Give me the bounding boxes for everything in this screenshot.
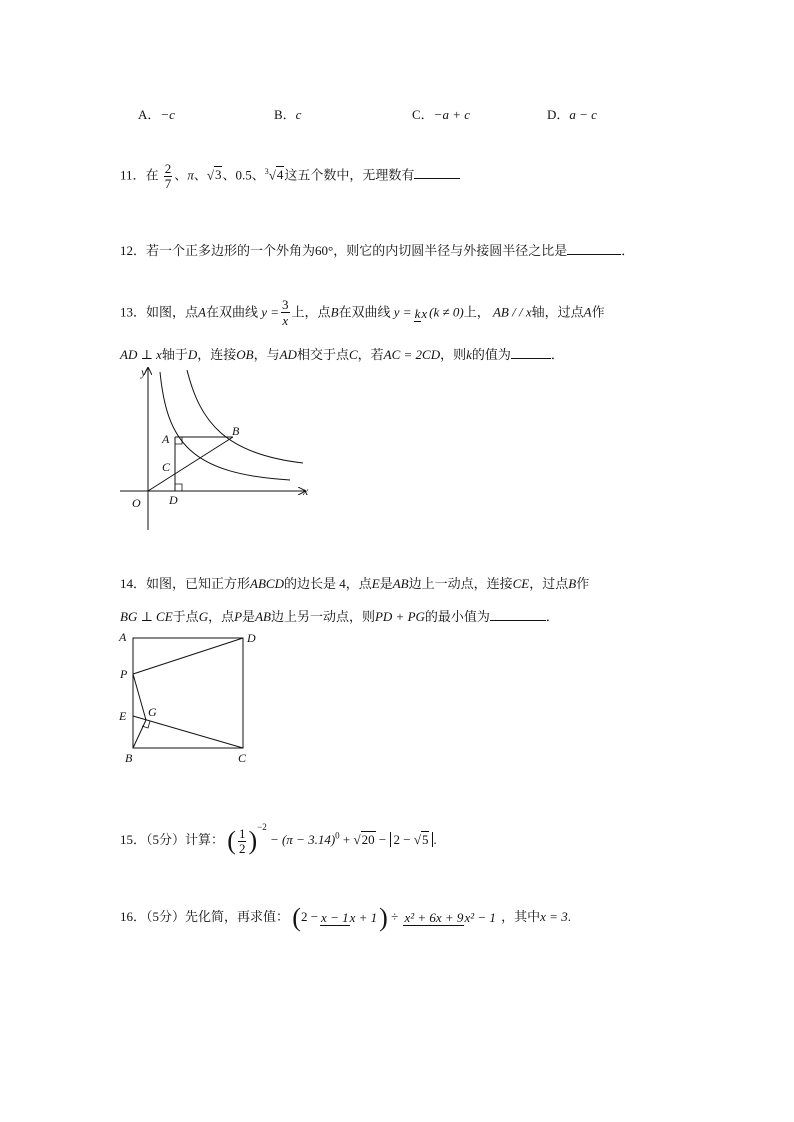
- q14-figure: [115, 628, 260, 768]
- label-c: C: [162, 460, 171, 474]
- segment-bg: [133, 720, 146, 748]
- segment-pd: [133, 638, 243, 674]
- curve-y-3-over-x: [160, 372, 290, 480]
- segment-pg: [133, 674, 146, 720]
- label-g: G: [148, 705, 157, 719]
- answer-blank-14[interactable]: [490, 620, 546, 621]
- question-14: 14．如图，已知正方形ABCD的边长是 4，点E是AB边上一动点，连接CE，过点B作: [120, 576, 590, 591]
- label-o: O: [132, 496, 141, 510]
- label-a: A: [162, 432, 170, 446]
- right-angle-mark-d: [175, 484, 182, 491]
- q10-option-d: D．a − c: [547, 107, 597, 122]
- question-11: 11．在 $\frac{2}{7}$ 、π、√3、0.5、$^3$√4这五个数中，无理数有: [120, 162, 460, 191]
- label-b: B: [125, 751, 133, 765]
- label-c: C: [238, 751, 247, 765]
- question-16: 16．（5分）先化简，再求值： (2 − x − 1x + 1) ÷ x² + 6x + 9x² − 1 ，其中x = 3.: [120, 903, 571, 932]
- q10-option-a: A．−c: [138, 107, 175, 122]
- answer-blank-13[interactable]: [511, 358, 551, 359]
- segment-ob: [148, 437, 233, 491]
- segment-ce: [133, 716, 243, 748]
- fraction-2-7: $\frac{2}{7}$: [164, 161, 172, 191]
- question-13: 13．如图，点A在双曲线 y = $\frac{3}{x}$ 上，点B在双曲线 y = kx (k ≠ 0)上， AB / / x轴，过点A作: [120, 297, 605, 328]
- label-x: x: [303, 484, 309, 498]
- q10-option-b: B．c: [274, 107, 302, 122]
- answer-blank-12[interactable]: [567, 254, 621, 255]
- q13-figure: [115, 362, 315, 532]
- label-a: A: [119, 630, 127, 644]
- label-b: B: [232, 424, 240, 438]
- answer-blank-11[interactable]: [414, 178, 460, 179]
- question-14-line-2: BG ⊥ CE于点G，点P是AB边上另一动点，则PD + PG的最小值为 ．: [120, 609, 559, 624]
- label-y: y: [141, 365, 147, 379]
- label-p: P: [120, 667, 128, 681]
- label-e: E: [119, 709, 127, 723]
- q10-option-c: C．−a + c: [412, 107, 470, 122]
- question-13-line-2: AD ⊥ x轴于D，连接OB，与AD相交于点C，若AC = 2CD，则k的值为 ．: [120, 347, 564, 362]
- curve-y-k-over-x: [187, 370, 303, 463]
- label-d: D: [169, 493, 178, 507]
- label-d: D: [247, 631, 256, 645]
- question-12: 12．若一个正多边形的一个外角为60°，则它的内切圆半径与外接圆半径之比是 ．: [120, 243, 635, 258]
- question-15: 15．（5分）计算： ( $\frac{1}{2}$ )$^{-2} - (\pi - 3.14)^0 + √20 - 2 - √5$ .: [120, 822, 437, 856]
